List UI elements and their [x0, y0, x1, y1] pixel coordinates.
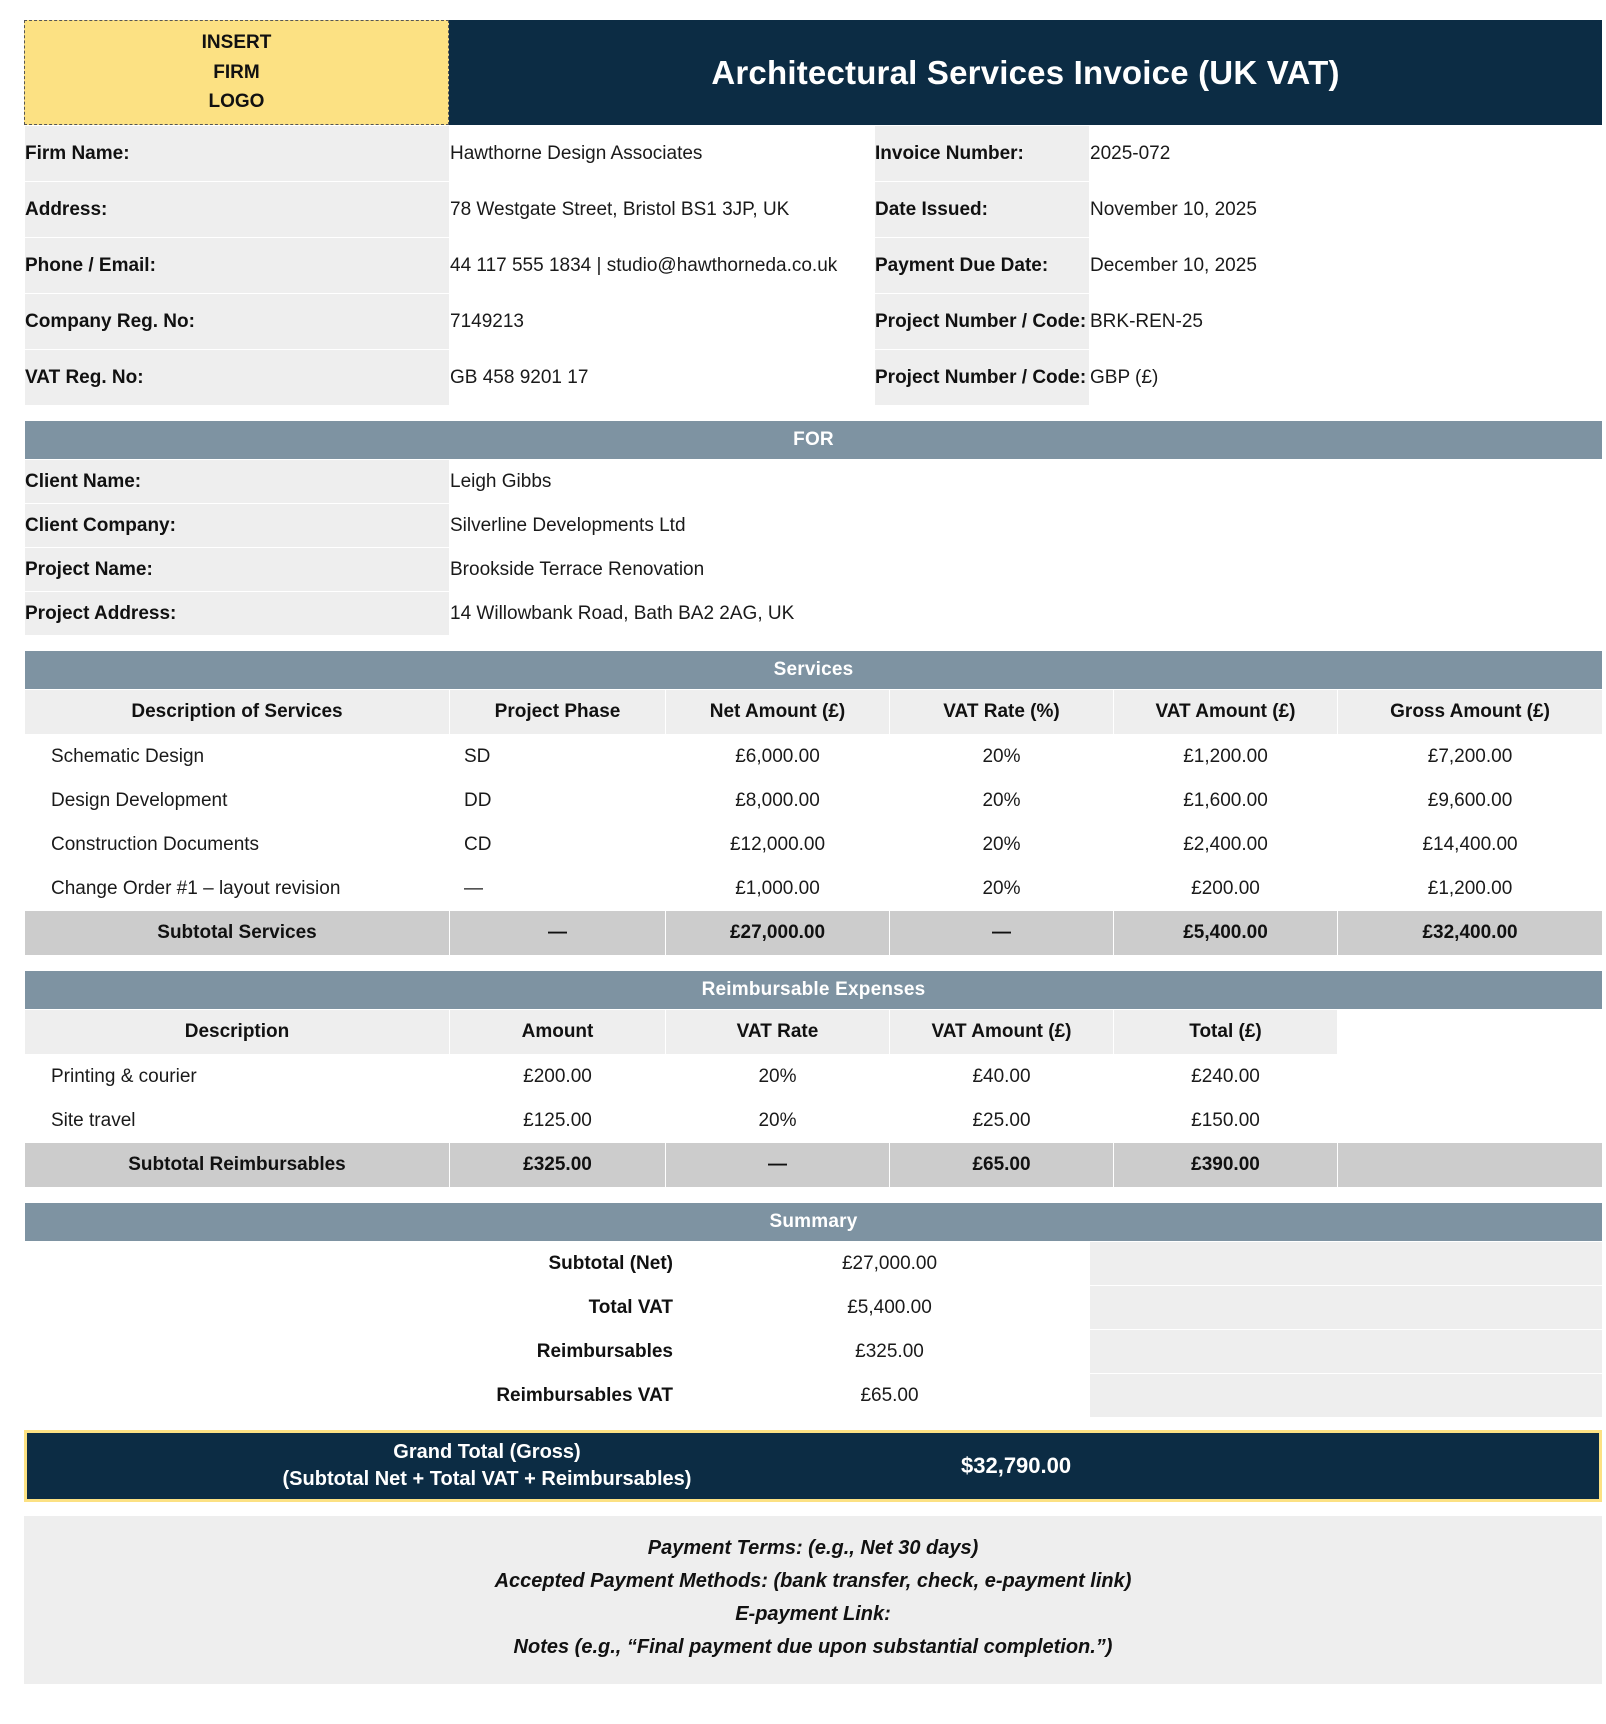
subtotal-services-net: £27,000.00 — [666, 911, 890, 956]
reimbursables-table — [24, 970, 1603, 1188]
company-reg-no-value[interactable]: 7149213 — [450, 294, 875, 350]
logo-line-3: LOGO — [208, 91, 265, 113]
service-vat-rate: 20% — [890, 823, 1114, 867]
invoice-number-value[interactable]: 2025-072 — [1090, 126, 1603, 182]
for-band-label: FOR — [25, 421, 1603, 460]
vat-reg-no-label: VAT Reg. No: — [25, 350, 450, 406]
col-gross-amount: Gross Amount (£) — [1338, 690, 1603, 735]
vat-reg-no-value[interactable]: GB 458 9201 17 — [450, 350, 875, 406]
service-net: £1,000.00 — [666, 867, 890, 911]
for-row — [25, 548, 1603, 592]
address-value[interactable]: 78 Westgate Street, Bristol BS1 3JP, UK — [450, 182, 875, 238]
col-reimb-vat-rate: VAT Rate — [666, 1010, 890, 1055]
summary-tail — [1090, 1286, 1603, 1330]
col-reimb-total: Total (£) — [1114, 1010, 1338, 1055]
service-net: £8,000.00 — [666, 779, 890, 823]
info-row — [25, 294, 1603, 350]
summary-band-label: Summary — [25, 1203, 1603, 1242]
invoice-number-label: Invoice Number: — [875, 126, 1090, 182]
currency-value[interactable]: GBP (£) — [1090, 350, 1603, 406]
payment-terms-line: Payment Terms: (e.g., Net 30 days) — [647, 1537, 979, 1559]
subtotal-services-label: Subtotal Services — [25, 911, 450, 956]
phone-email-value[interactable]: 44 117 555 1834 | studio@hawthorneda.co.uk — [450, 238, 875, 294]
company-reg-no-label: Company Reg. No: — [25, 294, 450, 350]
address-label: Address: — [25, 182, 450, 238]
service-gross: £14,400.00 — [1338, 823, 1603, 867]
subtotal-services-vat-rate: — — [890, 911, 1114, 956]
firm-name-label: Firm Name: — [25, 126, 450, 182]
summary-tail — [1090, 1330, 1603, 1374]
reimb-vat-amount: £25.00 — [890, 1099, 1114, 1143]
info-row — [25, 350, 1603, 406]
subtotal-services-vat-amount: £5,400.00 — [1114, 911, 1338, 956]
service-vat-amount: £1,600.00 — [1114, 779, 1338, 823]
info-row — [25, 238, 1603, 294]
firm-name-value[interactable]: Hawthorne Design Associates — [450, 126, 875, 182]
project-address-value[interactable]: 14 Willowbank Road, Bath BA2 2AG, UK — [450, 592, 1603, 636]
service-gross: £7,200.00 — [1338, 735, 1603, 779]
reimb-description: Printing & courier — [25, 1055, 450, 1099]
reimb-vat-amount: £40.00 — [890, 1055, 1114, 1099]
reimb-description: Site travel — [25, 1099, 450, 1143]
logo-line-1: INSERT — [201, 32, 272, 54]
col-vat-rate: VAT Rate (%) — [890, 690, 1114, 735]
table-row — [25, 1099, 1603, 1143]
summary-amount-reimbursables: £325.00 — [690, 1330, 1090, 1374]
service-vat-rate: 20% — [890, 735, 1114, 779]
summary-pad — [25, 1242, 450, 1286]
reimb-blank — [1338, 1055, 1603, 1099]
for-row — [25, 504, 1603, 548]
service-phase: DD — [450, 779, 666, 823]
col-reimb-vat-amount: VAT Amount (£) — [890, 1010, 1114, 1055]
reimbursables-band — [25, 971, 1603, 1010]
subtotal-services-gross: £32,400.00 — [1338, 911, 1603, 956]
invoice-title: Architectural Services Invoice (UK VAT) — [449, 20, 1602, 125]
info-row — [25, 182, 1603, 238]
summary-amount-reimbursables-vat: £65.00 — [690, 1374, 1090, 1418]
summary-band — [25, 1203, 1603, 1242]
service-gross: £9,600.00 — [1338, 779, 1603, 823]
date-issued-value[interactable]: November 10, 2025 — [1090, 182, 1603, 238]
table-row — [25, 1055, 1603, 1099]
project-name-value[interactable]: Brookside Terrace Renovation — [450, 548, 1603, 592]
invoice-header — [24, 20, 1602, 125]
col-reimb-blank — [1338, 1010, 1603, 1055]
payment-notes-footer — [24, 1516, 1602, 1684]
for-row — [25, 460, 1603, 504]
subtotal-reimb-blank — [1338, 1143, 1603, 1188]
payment-due-date-value[interactable]: December 10, 2025 — [1090, 238, 1603, 294]
e-payment-link-line[interactable]: E-payment Link: — [735, 1603, 891, 1625]
grand-total-bar — [24, 1430, 1602, 1502]
grand-total-label-line2: (Subtotal Net + Total VAT + Reimbursables) — [282, 1468, 692, 1490]
col-net-amount: Net Amount (£) — [666, 690, 890, 735]
col-project-phase: Project Phase — [450, 690, 666, 735]
summary-row — [25, 1286, 1603, 1330]
summary-key-total-vat: Total VAT — [450, 1286, 690, 1330]
for-section-table — [24, 420, 1603, 636]
client-name-label: Client Name: — [25, 460, 450, 504]
service-gross: £1,200.00 — [1338, 867, 1603, 911]
services-band-label: Services — [25, 651, 1603, 690]
summary-row — [25, 1330, 1603, 1374]
service-phase: SD — [450, 735, 666, 779]
subtotal-reimb-vat-rate: — — [666, 1143, 890, 1188]
summary-pad — [25, 1286, 450, 1330]
service-vat-rate: 20% — [890, 779, 1114, 823]
project-name-label: Project Name: — [25, 548, 450, 592]
client-company-value[interactable]: Silverline Developments Ltd — [450, 504, 1603, 548]
grand-total-label — [27, 1439, 957, 1493]
summary-key-reimbursables: Reimbursables — [450, 1330, 690, 1374]
client-name-value[interactable]: Leigh Gibbs — [450, 460, 1603, 504]
service-phase: CD — [450, 823, 666, 867]
reimbursables-column-header — [25, 1010, 1603, 1055]
summary-key-reimbursables-vat: Reimbursables VAT — [450, 1374, 690, 1418]
service-net: £12,000.00 — [666, 823, 890, 867]
firm-logo-placeholder[interactable] — [24, 20, 449, 125]
reimb-vat-rate: 20% — [666, 1099, 890, 1143]
service-description: Change Order #1 – layout revision — [25, 867, 450, 911]
reimb-total: £150.00 — [1114, 1099, 1338, 1143]
col-reimb-amount: Amount — [450, 1010, 666, 1055]
summary-amount-subtotal-net: £27,000.00 — [690, 1242, 1090, 1286]
info-row — [25, 126, 1603, 182]
summary-key-subtotal-net: Subtotal (Net) — [450, 1242, 690, 1286]
reimb-amount: £200.00 — [450, 1055, 666, 1099]
subtotal-reimb-vat-amount: £65.00 — [890, 1143, 1114, 1188]
reimbursables-subtotal-row — [25, 1143, 1603, 1188]
reimb-total: £240.00 — [1114, 1055, 1338, 1099]
subtotal-reimb-amount: £325.00 — [450, 1143, 666, 1188]
summary-amount-total-vat: £5,400.00 — [690, 1286, 1090, 1330]
grand-total-amount: $32,790.00 — [961, 1453, 1072, 1478]
for-row — [25, 592, 1603, 636]
summary-row — [25, 1242, 1603, 1286]
for-band — [25, 421, 1603, 460]
table-row — [25, 823, 1603, 867]
invoice-sheet — [0, 20, 1606, 1684]
service-description: Schematic Design — [25, 735, 450, 779]
payment-due-date-label: Payment Due Date: — [875, 238, 1090, 294]
col-reimb-description: Description — [25, 1010, 450, 1055]
subtotal-services-phase: — — [450, 911, 666, 956]
services-subtotal-row — [25, 911, 1603, 956]
services-column-header — [25, 690, 1603, 735]
logo-line-2: FIRM — [213, 61, 260, 83]
services-table — [24, 650, 1603, 956]
reimb-vat-rate: 20% — [666, 1055, 890, 1099]
service-description: Design Development — [25, 779, 450, 823]
reimb-amount: £125.00 — [450, 1099, 666, 1143]
col-vat-amount: VAT Amount (£) — [1114, 690, 1338, 735]
services-band — [25, 651, 1603, 690]
grand-total-label-line1: Grand Total (Gross) — [393, 1441, 581, 1463]
summary-table — [24, 1202, 1603, 1418]
subtotal-reimb-total: £390.00 — [1114, 1143, 1338, 1188]
phone-email-label: Phone / Email: — [25, 238, 450, 294]
service-vat-rate: 20% — [890, 867, 1114, 911]
service-vat-amount: £2,400.00 — [1114, 823, 1338, 867]
service-description: Construction Documents — [25, 823, 450, 867]
notes-line: Notes (e.g., “Final payment due upon substantial completion.”) — [513, 1636, 1113, 1658]
project-number-value[interactable]: BRK-REN-25 — [1090, 294, 1603, 350]
project-number-label: Project Number / Code: — [875, 294, 1090, 350]
summary-tail — [1090, 1242, 1603, 1286]
service-vat-amount: £1,200.00 — [1114, 735, 1338, 779]
date-issued-label: Date Issued: — [875, 182, 1090, 238]
reimbursables-band-label: Reimbursable Expenses — [25, 971, 1603, 1010]
summary-tail — [1090, 1374, 1603, 1418]
accepted-payment-methods-line: Accepted Payment Methods: (bank transfer, check, e-payment link) — [494, 1570, 1132, 1592]
subtotal-reimb-label: Subtotal Reimbursables — [25, 1143, 450, 1188]
table-row — [25, 867, 1603, 911]
col-description-of-services: Description of Services — [25, 690, 450, 735]
client-company-label: Client Company: — [25, 504, 450, 548]
service-vat-amount: £200.00 — [1114, 867, 1338, 911]
service-phase: — — [450, 867, 666, 911]
summary-pad — [25, 1374, 450, 1418]
project-address-label: Project Address: — [25, 592, 450, 636]
summary-pad — [25, 1330, 450, 1374]
table-row — [25, 779, 1603, 823]
currency-label: Project Number / Code: — [875, 350, 1090, 406]
reimb-blank — [1338, 1099, 1603, 1143]
summary-row — [25, 1374, 1603, 1418]
firm-and-invoice-info-table — [24, 125, 1603, 406]
table-row — [25, 735, 1603, 779]
service-net: £6,000.00 — [666, 735, 890, 779]
